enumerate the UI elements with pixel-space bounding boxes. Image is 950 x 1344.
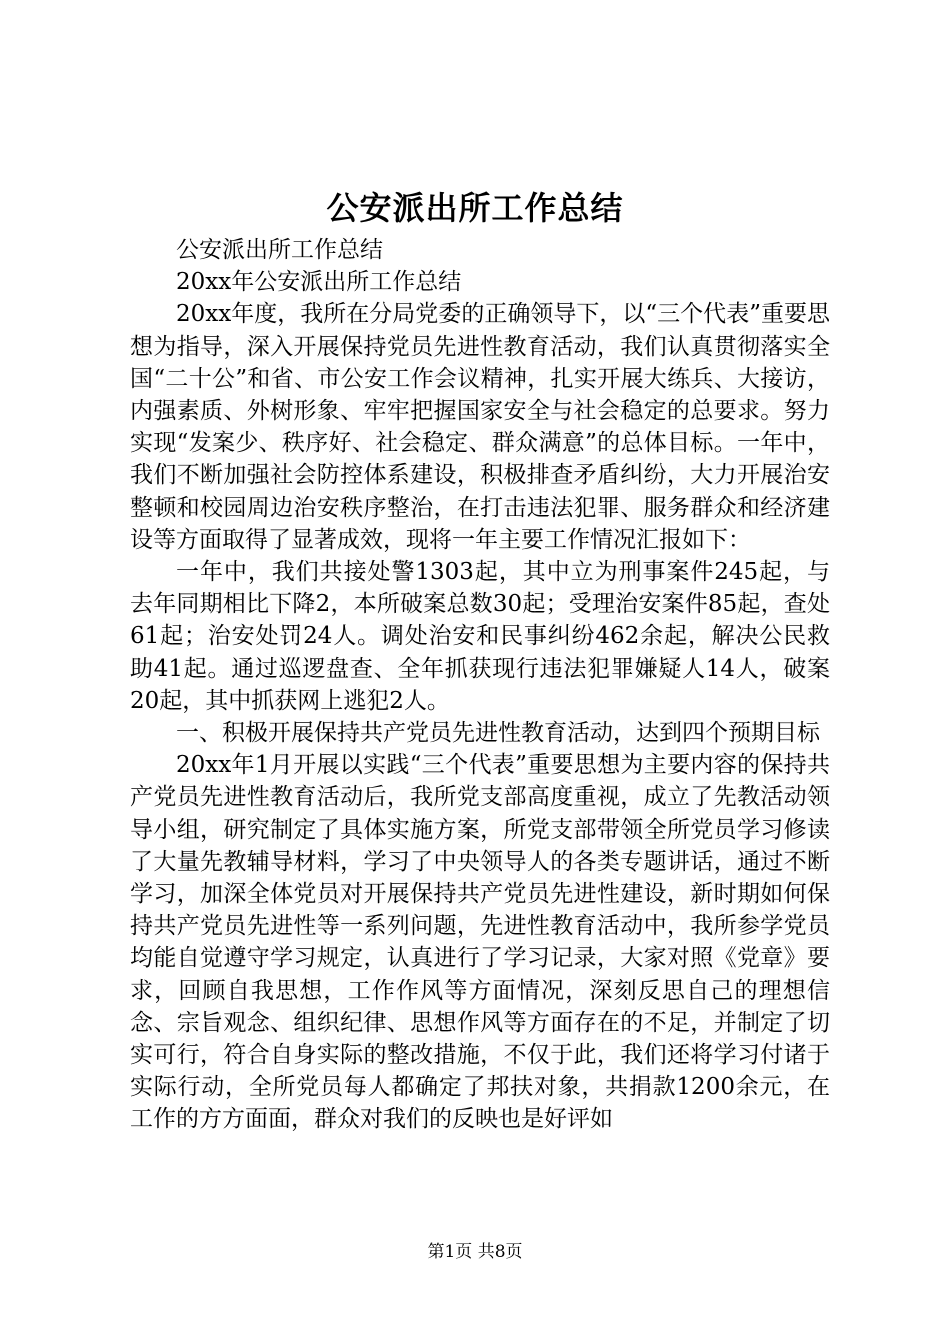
paragraph-subtitle: 20xx年公安派出所工作总结 [176, 269, 462, 296]
paragraph-heading-repeat: 公安派出所工作总结 [176, 237, 383, 263]
paragraph-intro: 20xx年度，我所在分局党委的正确领导下，以“三个代表”重要思想为指导，深入开展保持党员先进性教育活动，我们认真贯彻落实全国“二十公”和省、市公安工作会议精神，扎实开展大练兵、大接访，内强素质、外树形象、牢牢把握国家安全与社会稳定的总要求。努力实现“发案少、秩序好、社会稳定、群众满意”的总体目标。一年中，我们不断加强社会防控体系建设，积极排查矛盾纠纷，大力开展治安整顿和校园周边治安秩序整治，在打击违法犯罪、服务群众和经济建设等方面取得了显著成效，现将一年主要工作情况汇报如下： [130, 301, 830, 553]
paragraph-section-1: 20xx年1月开展以实践“三个代表”重要思想为主要内容的保持共产党员先进性教育活动后，我所党支部高度重视，成立了先教活动领导小组，研究制定了具体实施方案，所党支部带领全所党员学习修读了大量先教辅导材料，学习了中央领导人的各类专题讲话，通过不断学习，加深全体党员对开展保持共产党员先进性建设，新时期如何保持共产党员先进性等一系列问题，先进性教育活动中，我所参学党员均能自觉遵守学习规定，认真进行了学习记录，大家对照《党章》要求，回顾自我思想，工作作风等方面情况，深刻反思自己的理想信念、宗旨观念、组织纪律、思想作风等方面存在的不足，并制定了切实可行，符合自身实际的整改措施，不仅于此，我们还将学习付诸于实际行动，全所党员每人都确定了邦扶对象，共捐款1200余元，在工作的方方面面，群众对我们的反映也是好评如 [130, 752, 830, 1133]
document-body [130, 234, 830, 1136]
document-title: 公安派出所工作总结 [326, 189, 624, 227]
section-heading-1: 一、积极开展保持共产党员先进性教育活动，达到四个预期目标 [176, 720, 820, 747]
page-footer: 第1页 共8页 [427, 1242, 523, 1262]
paragraph-statistics: 一年中，我们共接处警1303起，其中立为刑事案件245起，与去年同期相比下降2，本所破案总数30起；受理治安案件85起，查处61起；治安处罚24人。调处治安和民事纠纷462余起，解决公民救助41起。通过巡逻盘查、全年抓获现行违法犯罪嫌疑人14人，破案20起，其中抓获网上逃犯2人。 [130, 559, 830, 714]
